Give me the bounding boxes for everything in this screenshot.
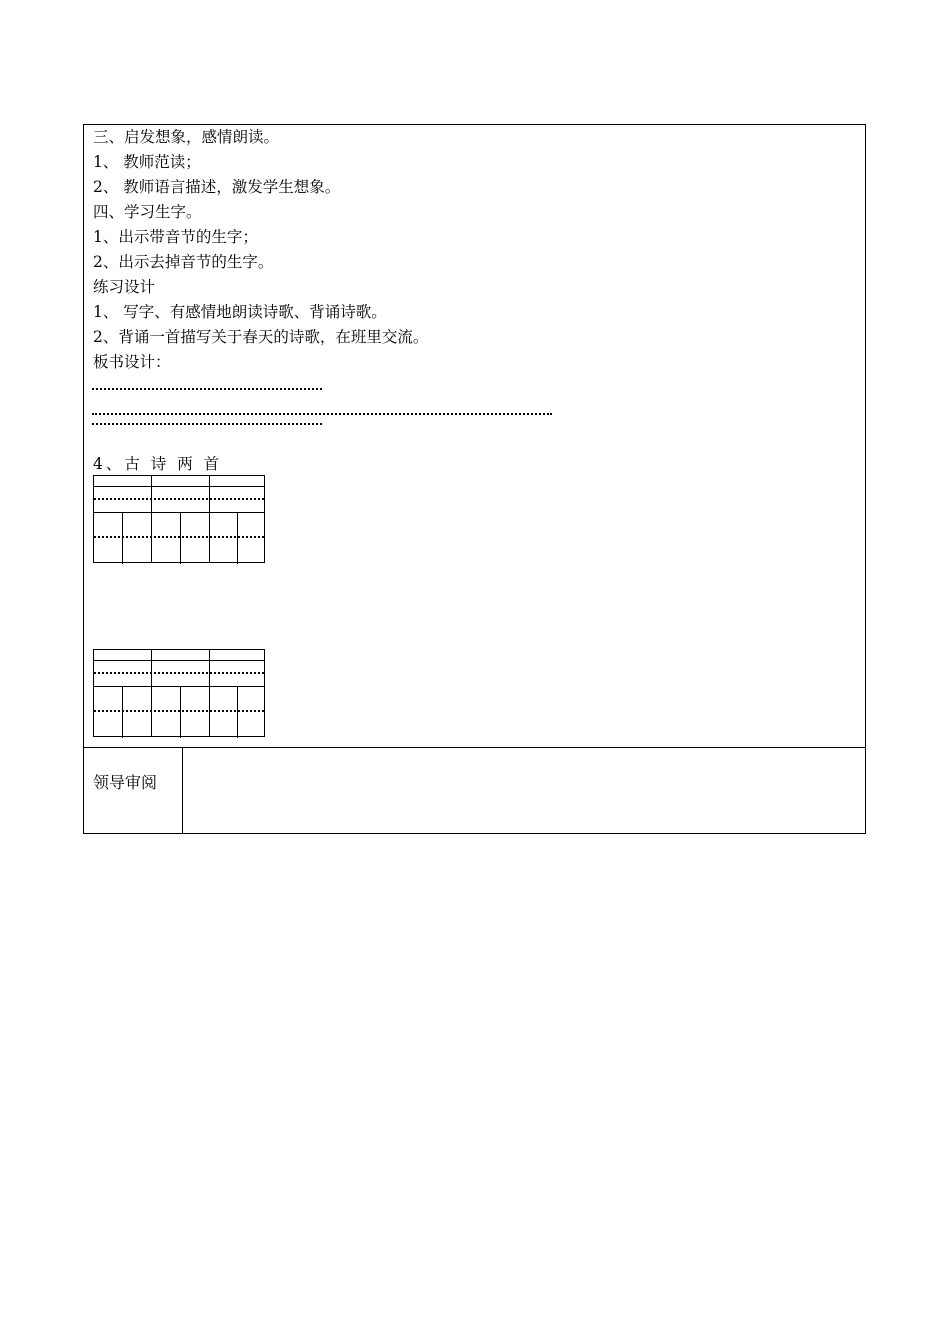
blackboard-dotted-line [92, 423, 322, 425]
content-line: 板书设计： [93, 353, 171, 371]
lesson-content-cell [84, 125, 865, 748]
content-line: 1、出示带音节的生字； [93, 228, 258, 246]
poem-title: 4、古 诗 两 首 [93, 455, 223, 473]
content-line: 1、 教师范读； [93, 153, 201, 171]
blackboard-dotted-line [92, 413, 552, 415]
content-line: 三、启发想象，感情朗读。 [93, 128, 280, 146]
review-label: 领导审阅 [93, 773, 158, 792]
content-line: 2、出示去掉音节的生字。 [93, 253, 274, 271]
pinyin-writing-grid [93, 649, 265, 737]
pinyin-writing-grid [93, 475, 265, 563]
lesson-plan-table [83, 124, 866, 834]
content-line: 四、学习生字。 [93, 203, 202, 221]
review-content-cell [183, 748, 865, 833]
content-line: 2、背诵一首描写关于春天的诗歌，在班里交流。 [93, 328, 429, 346]
review-label-cell [84, 748, 183, 833]
blackboard-dotted-line [92, 388, 322, 390]
review-row [84, 748, 865, 833]
content-line: 2、 教师语言描述，激发学生想象。 [93, 178, 341, 196]
content-line: 1、 写字、有感情地朗读诗歌、背诵诗歌。 [93, 303, 387, 321]
content-line: 练习设计 [93, 278, 156, 296]
